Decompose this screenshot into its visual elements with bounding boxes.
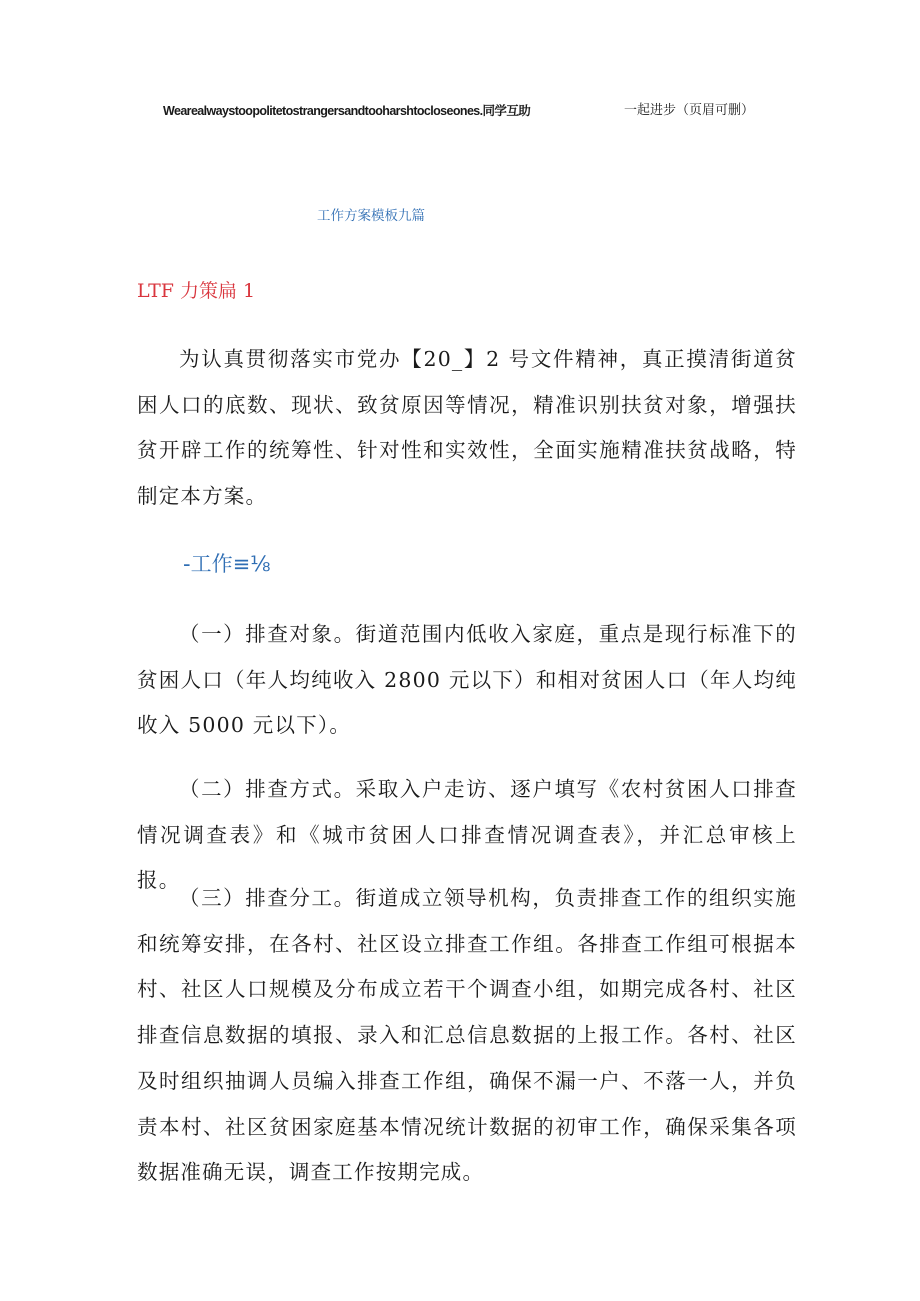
paragraph-investigation-division: （三）排查分工。街道成立领导机构，负责排查工作的组织实施和统筹安排，在各村、社区设立排查工作组。各排查工作组可根据本村、社区人口规模及分布成立若干个调查小组，如期完成各村、社区排查信息数据的填报、录入和汇总信息数据的上报工作。各村、社区及时组织抽调人员编入排查工作组，确保不漏一户、不落一人，并负责本村、社区贫困家庭基本情况统计数据的初审工作，确保采集各项数据准确无误，调查工作按期完成。 [137, 886, 797, 1185]
page-header [163, 100, 783, 122]
intro-paragraph: 为认真贯彻落实市党办【20_】2 号文件精神，真正摸清街道贫困人口的底数、现状、致贫原因等情况，精准识别扶贫对象，增强扶贫开辟工作的统筹性、针对性和实效性，全面实施精准扶贫战略，特制定本方案。 [137, 347, 797, 509]
section-heading-1: LTF 力策扁 1 [137, 280, 256, 302]
document-title: 工作方案模板九篇 [317, 208, 425, 224]
section-heading-2: -工作≡⅛ [183, 552, 271, 576]
header-right-text: 一起进步（页眉可删） [624, 103, 755, 118]
paragraph-investigation-method: （二）排查方式。采取入户走访、逐户填写《农村贫困人口排查情况调查表》和《城市贫困人口排查情况调查表》，并汇总审核上报。 [137, 777, 797, 893]
paragraph-investigation-targets: （一）排查对象。街道范围内低收入家庭，重点是现行标准下的贫困人口（年人均纯收入 2800 元以下）和相对贫困人口（年人均纯收入 5000 元以下）。 [137, 622, 797, 738]
header-left-text: Wearealwaystoopolitetostrangersandtooharshtocloseones.同学互助 [163, 104, 531, 118]
